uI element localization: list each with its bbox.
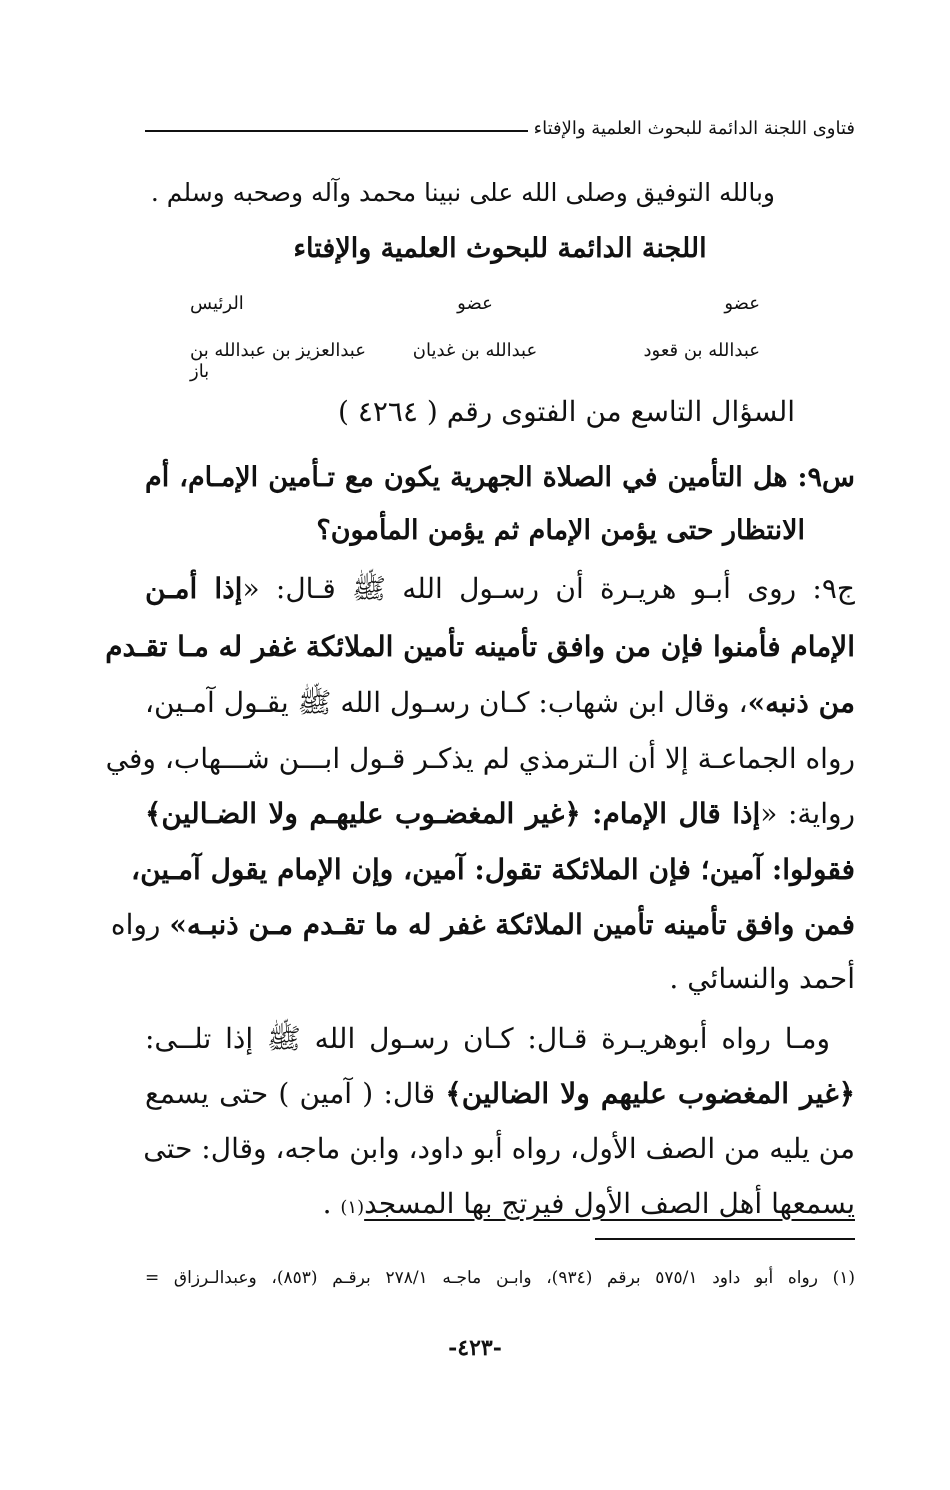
- hadith-text: فقولوا: آمين؛ فإن الملائكة تقول: آمين، وإن الإمام يقول آمـين،: [131, 853, 855, 886]
- answer-text: رواه الجماعـة إلا أن الـترمذي لم يذكـر قـول ابـــن شـــهاب، وفي: [105, 742, 855, 775]
- answer-text: أحمد والنسائي .: [669, 962, 855, 995]
- page-number: -٤٢٣-: [448, 1335, 502, 1361]
- hadith-text: إذا قال الإمام: ﴿غير المغضـوب عليهـم ولا الضـالين﴾: [145, 797, 761, 830]
- question-line: س٩: هل التأمين في الصلاة الجهرية يكون مع تـأمين الإمـام، أم: [145, 462, 855, 493]
- running-header: [145, 118, 855, 139]
- signature-name: عبدالله بن غديان: [412, 340, 538, 361]
- paragraph-text: قال: ( آمين ) حتى يسمع: [145, 1077, 446, 1110]
- footnote-rule: [595, 1238, 855, 1240]
- answer-line: [145, 686, 855, 726]
- paragraph-text: .: [322, 1187, 341, 1220]
- running-title: فتاوى اللجنة الدائمة للبحوث العلمية والإفتاء: [533, 118, 855, 139]
- footnote-ref: (١): [340, 1197, 365, 1218]
- answer-text: رواية: «: [760, 797, 856, 830]
- paragraph-line: [145, 1077, 855, 1110]
- answer-line: [145, 572, 855, 612]
- closing-line: وبالله التوفيق وصلى الله على نبينا محمد وآله وصحبه وسلم .: [150, 178, 775, 207]
- answer-line: [110, 908, 855, 941]
- footnote: (١) رواه أبو داود ٥٧٥/١ برقم (٩٣٤)، وابـن ماجـه ٢٧٨/١ برقـم (٨٥٣)، وعبدالـرزاق =: [145, 1268, 855, 1288]
- hadith-text: فمن وافق تأمينه تأمين الملائكة غفر له ما تقـدم مـن ذنبـه»: [169, 908, 855, 941]
- signature-name: عبدالعزيز بن عبدالله بن باز: [190, 340, 366, 382]
- answer-text: ج٩: روى أبـو هريـرة أن رسـول الله ﷺ قـال: «: [242, 572, 855, 605]
- paragraph-line: [145, 1187, 855, 1220]
- paragraph-text: من يليه من الصف الأول، رواه أبو داود، وابن ماجه، وقال: حتى: [143, 1132, 855, 1165]
- signature-name: عبدالله بن قعود: [643, 340, 760, 361]
- signature-role: عضو: [724, 293, 760, 314]
- signature-role: الرئيس: [190, 293, 244, 314]
- answer-text: رواه: [110, 908, 170, 941]
- question-line: الانتظار حتى يؤمن الإمام ثم يؤمن المأمون؟: [316, 515, 805, 546]
- answer-text: ، وقال ابن شهاب: كـان رسـول الله ﷺ يقـول آمـين،: [145, 686, 748, 719]
- signature-roles: [190, 293, 760, 314]
- hadith-text: الإمام فأمنوا فإن من وافق تأمينه تأمين الملائكة غفر له مـا تقـدم: [105, 630, 855, 663]
- signature-role: عضو: [457, 293, 493, 314]
- signature-names: [190, 340, 760, 382]
- hadith-text: إذا أمـن: [145, 572, 243, 605]
- committee-title: اللجنة الدائمة للبحوث العلمية والإفتاء: [293, 233, 707, 264]
- answer-line: [145, 797, 855, 830]
- fatwa-heading: السؤال التاسع من الفتوى رقم ( ٤٢٦٤ ): [338, 395, 795, 428]
- hadith-text: من ذنبه»: [747, 686, 855, 719]
- paragraph-text: ومـا رواه أبوهريـرة قـال: كـان رسـول الله ﷺ إذا تلــى:: [145, 1022, 830, 1055]
- quran-verse: ﴿غير المغضوب عليهم ولا الضالين﴾: [445, 1077, 855, 1110]
- header-rule: [145, 130, 528, 132]
- underlined-text: يسمعها أهل الصف الأول فيرتج بها المسجد: [364, 1187, 855, 1220]
